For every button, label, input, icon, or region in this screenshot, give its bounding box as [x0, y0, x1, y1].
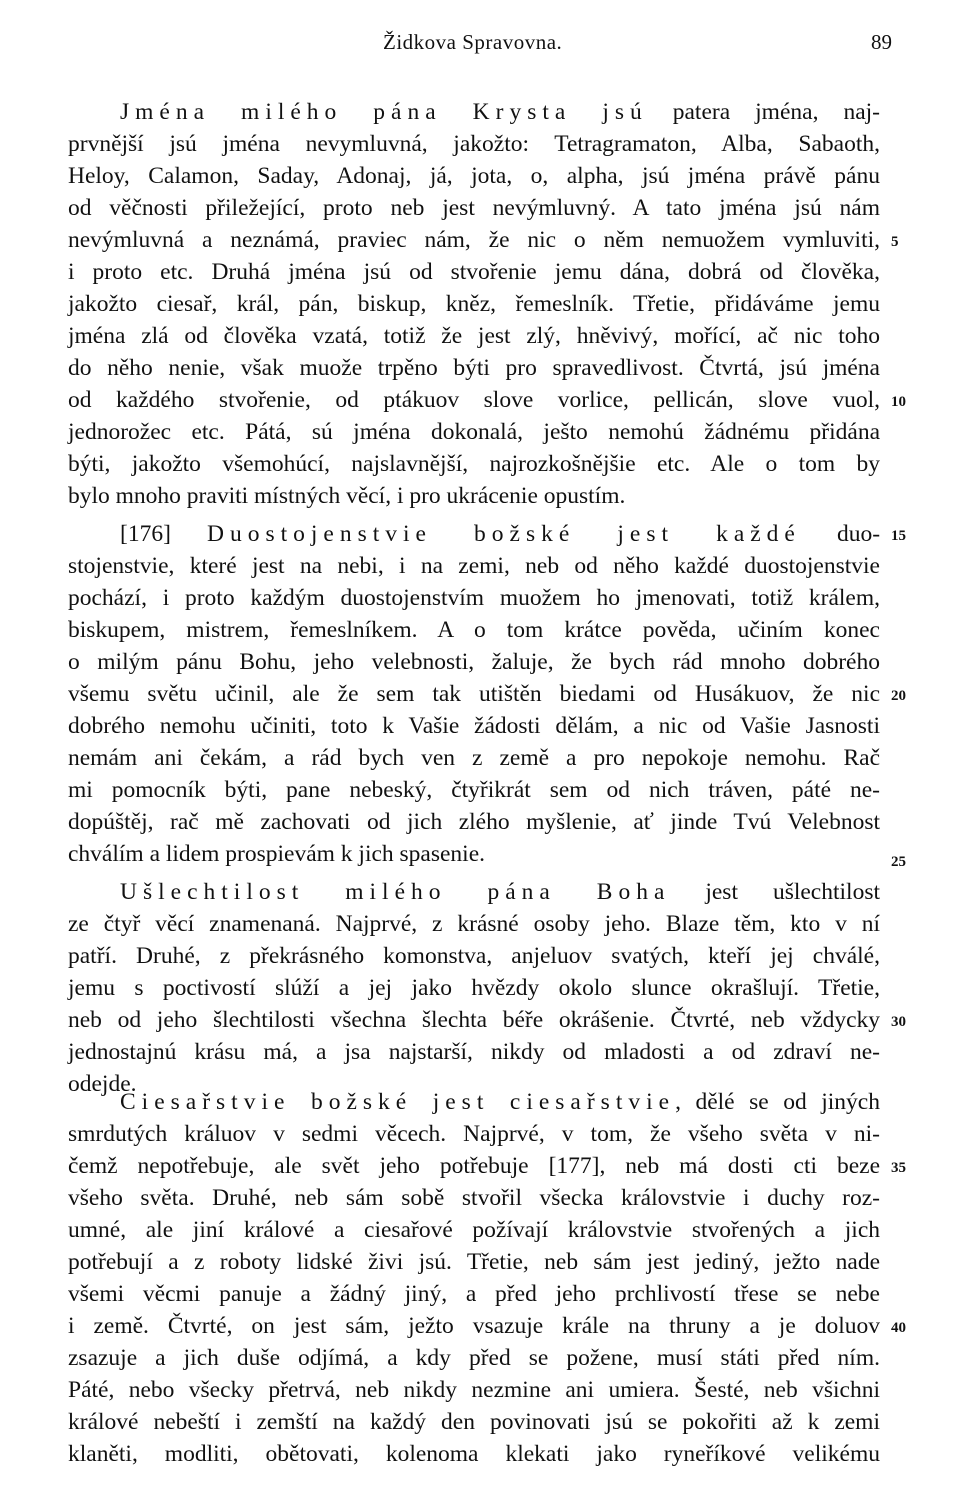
text-line: čemž nepotřebuje, ale svět jeho potřebuje [177], neb má dosti cti beze	[68, 1153, 880, 1179]
text-line: smrdutých králuov v sedmi věcech. Najprvé, v tom, že všeho světa v ni-	[68, 1121, 880, 1147]
text-line: Ciesařstvie božské jest ciesařstvie, dělé se od jiných	[120, 1089, 880, 1115]
text-line: do něho nenie, však muože trpěno býti pro spravedlivost. Čtvrtá, jsú jména	[68, 355, 880, 381]
text-line: všeho světa. Druhé, neb sám sobě stvořil všecka královstvie i duchy roz-	[68, 1185, 880, 1211]
spaced-heading: Ušlechtilost milého pána Boha	[120, 879, 671, 905]
text-line: jednorožec etc. Pátá, sú jména dokonalá, ješto nemohú žádnému přidána	[68, 419, 880, 445]
text-line: bylo mnoho praviti místných věcí, i pro ukrácenie opustím.	[68, 483, 626, 509]
line-number: 40	[891, 1320, 906, 1336]
text-line: i země. Čtvrté, on jest sám, ježto vsazuje krále na thruny a je doluov	[68, 1313, 880, 1339]
text-line: stojenstvie, které jest na nebi, i na zemi, neb od něho každé duostojenstvie	[68, 553, 880, 579]
spaced-heading: Jména milého pána Krysta jsú	[120, 99, 648, 125]
text-line: všemu světu učinil, ale že sem tak utištěn biedami od Husákuov, že nic	[68, 681, 880, 707]
line-number: 20	[891, 688, 906, 704]
text-line: mi pomocník býti, pane nebeský, čtyřikrát sem od nich tráven, páté ne-	[68, 777, 880, 803]
text-line: chválím a lidem prospievám k jich spasenie.	[68, 841, 486, 867]
text-line: od každého stvořenie, od ptákuov slove vorlice, pellicán, slove vuol,	[68, 387, 880, 413]
text-line: Páté, nebo všecky přetrvá, neb nikdy nezmine ani umiera. Šesté, neb všichni	[68, 1377, 880, 1403]
page-header	[0, 30, 960, 60]
text-line: Jména milého pána Krysta jsú patera jména, naj-	[120, 99, 880, 125]
text-line: jednostajnú krásu má, a jsa najstarší, nikdy od mladosti a od zdraví ne-	[68, 1039, 880, 1065]
text-line: býti, jakožto všemohúcí, najslavnější, najrozkošnějšie etc. Ale o tom by	[68, 451, 880, 477]
line-number: 15	[891, 528, 906, 544]
text-line: biskupem, mistrem, řemeslníkem. A o tom krátce pověda, učiním konec	[68, 617, 880, 643]
spaced-heading: Duostojenstvie božské jest každé	[206, 521, 801, 547]
text-line: nemám ani čekám, a rád bych ven z země a pro nepokoje nemohu. Rač	[68, 745, 880, 771]
text-line: jména zlá od člověka vzatá, totiž že jest zlý, hněvivý, mořící, ač nic toho	[68, 323, 880, 349]
text-line: od věčnosti přiležející, proto neb jest nevýmluvný. A tato jména jsú nám	[68, 195, 880, 221]
text-line: odejde.	[68, 1071, 137, 1097]
text-line: jakožto ciesař, král, pán, biskup, kněz, řemeslník. Třetie, přidáváme jemu	[68, 291, 880, 317]
line-number: 10	[891, 394, 906, 410]
line-number: 25	[891, 854, 906, 870]
line-number: 35	[891, 1160, 906, 1176]
text-line: prvnější jsú jména nevymluvná, jakožto: Tetragramaton, Alba, Sabaoth,	[68, 131, 880, 157]
text-line: [176] Duostojenstvie božské jest každé duo-	[120, 521, 881, 547]
text-line: i proto etc. Druhá jména jsú od stvořenie jemu dána, dobrá od člověka,	[68, 259, 880, 285]
text-line: o milým pánu Bohu, jeho velebnosti, žaluje, že bych rád mnoho dobrého	[68, 649, 880, 675]
page-number: 89	[871, 30, 892, 54]
text-line: ze čtyř věcí znamenaná. Najprvé, z krásné osoby jeho. Blaze těm, kto v ní	[68, 911, 880, 937]
line-number: 30	[891, 1014, 906, 1030]
text-line: potřebují a z roboty lidské živi jsú. Třetie, neb sám jest jediný, ježto nade	[68, 1249, 880, 1275]
text-line: patří. Druhé, z překrásného komonstva, anjeluov svatých, kteří jej chválé,	[68, 943, 880, 969]
text-line: všemi věcmi panuje a žádný jiný, a před jeho prchlivostí třese se nebe	[68, 1281, 880, 1307]
running-title: Židkova Spravovna.	[383, 30, 563, 54]
text-line: Ušlechtilost milého pána Boha jest ušlechtilost	[120, 879, 880, 905]
spaced-heading: Ciesařstvie božské jest ciesařstvie	[120, 1089, 676, 1115]
text-line: nevýmluvná a neznámá, praviec nám, že nic o něm nemuožem vymluviti,	[68, 227, 880, 253]
text-line: pochází, i proto každým duostojenstvím muožem ho jmenovati, totiž králem,	[68, 585, 880, 611]
text-line: zsazuje a jich duše odjímá, a kdy před se požene, musí státi před ním.	[68, 1345, 880, 1371]
text-line: dopúštěj, rač mě zachovati od jich zlého myšlenie, ať jinde Tvú Velebnost	[68, 809, 880, 835]
page-reference: [176]	[120, 521, 207, 547]
text-line: neb od jeho šlechtilosti všechna šlechta béře okrášenie. Čtvrté, neb vždycky	[68, 1007, 880, 1033]
text-line: umné, ale jiní králové a ciesařové požívají královstvie stvořených a jich	[68, 1217, 880, 1243]
text-line: jemu s poctivostí slúží a jej jako hvězdy okolo slunce okrašlují. Třetie,	[68, 975, 880, 1001]
text-line: klaněti, modliti, obětovati, kolenoma klekati jako ryneříkové velikému	[68, 1441, 880, 1467]
line-number: 5	[891, 234, 899, 250]
text-line: Heloy, Calamon, Saday, Adonaj, já, jota, o, alpha, jsú jména právě pánu	[68, 163, 880, 189]
text-line: dobrého nemohu učiniti, toto k Vašie žádosti dělám, a nic od Vašie Jasnosti	[68, 713, 880, 739]
text-line: králové nebeští i zemští na každý den povinovati jsú se pokořiti až k zemi	[68, 1409, 880, 1435]
